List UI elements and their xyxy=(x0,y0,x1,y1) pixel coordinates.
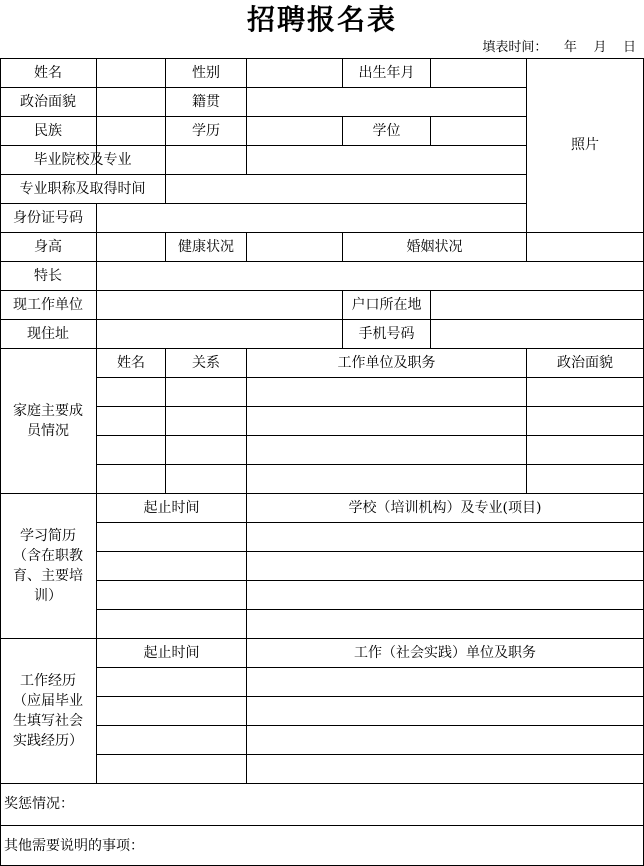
phone-label: 手机号码 xyxy=(358,325,415,342)
family-header-relation: 关系 xyxy=(192,354,220,371)
id-number-label: 身份证号码 xyxy=(13,209,83,226)
native-label: 籍贯 xyxy=(192,93,220,110)
address-label: 现住址 xyxy=(27,325,69,342)
specialty-label: 特长 xyxy=(34,267,62,284)
photo-box[interactable]: 照片 xyxy=(571,137,599,153)
name-label: 姓名 xyxy=(34,64,62,81)
birth-label: 出生年月 xyxy=(358,64,415,81)
family-section-label: 家庭主要成员情况 xyxy=(13,402,83,439)
page-title: 招聘报名表 xyxy=(246,3,397,36)
education-label: 学历 xyxy=(192,122,220,139)
school-major-label: 毕业院校及专业 xyxy=(33,151,132,168)
study-header-school: 学校（培训机构）及专业(项目) xyxy=(348,499,542,516)
title-time-label: 专业职称及取得时间 xyxy=(19,180,146,197)
family-header-politics: 政治面貌 xyxy=(557,354,613,371)
work-header-employer: 工作（社会实践）单位及职务 xyxy=(354,644,536,661)
study-header-period: 起止时间 xyxy=(143,499,200,516)
work-header-period: 起止时间 xyxy=(143,644,200,661)
other-notes-field[interactable]: 其他需要说明的事项： xyxy=(4,837,144,854)
gender-label: 性别 xyxy=(192,64,220,81)
family-header-name: 姓名 xyxy=(117,354,145,371)
fill-date: 填表时间： 年 月 日 xyxy=(482,40,636,55)
awards-field[interactable]: 奖惩情况： xyxy=(4,796,74,812)
health-label: 健康状况 xyxy=(178,238,234,255)
politics-label: 政治面貌 xyxy=(20,93,76,110)
hukou-label: 户口所在地 xyxy=(351,296,422,313)
degree-label: 学位 xyxy=(372,122,401,139)
workplace-label: 现工作单位 xyxy=(13,296,83,313)
work-section-label: 工作经历（应届毕业生填写社会实践经历） xyxy=(13,672,83,749)
application-form xyxy=(0,58,644,866)
height-label: 身高 xyxy=(34,238,62,255)
marital-label: 婚姻状况 xyxy=(406,238,463,255)
ethnicity-label: 民族 xyxy=(34,122,62,139)
family-header-employer: 工作单位及职务 xyxy=(337,354,436,371)
study-section-label: 学习简历（含在职教育、主要培训） xyxy=(13,527,83,604)
